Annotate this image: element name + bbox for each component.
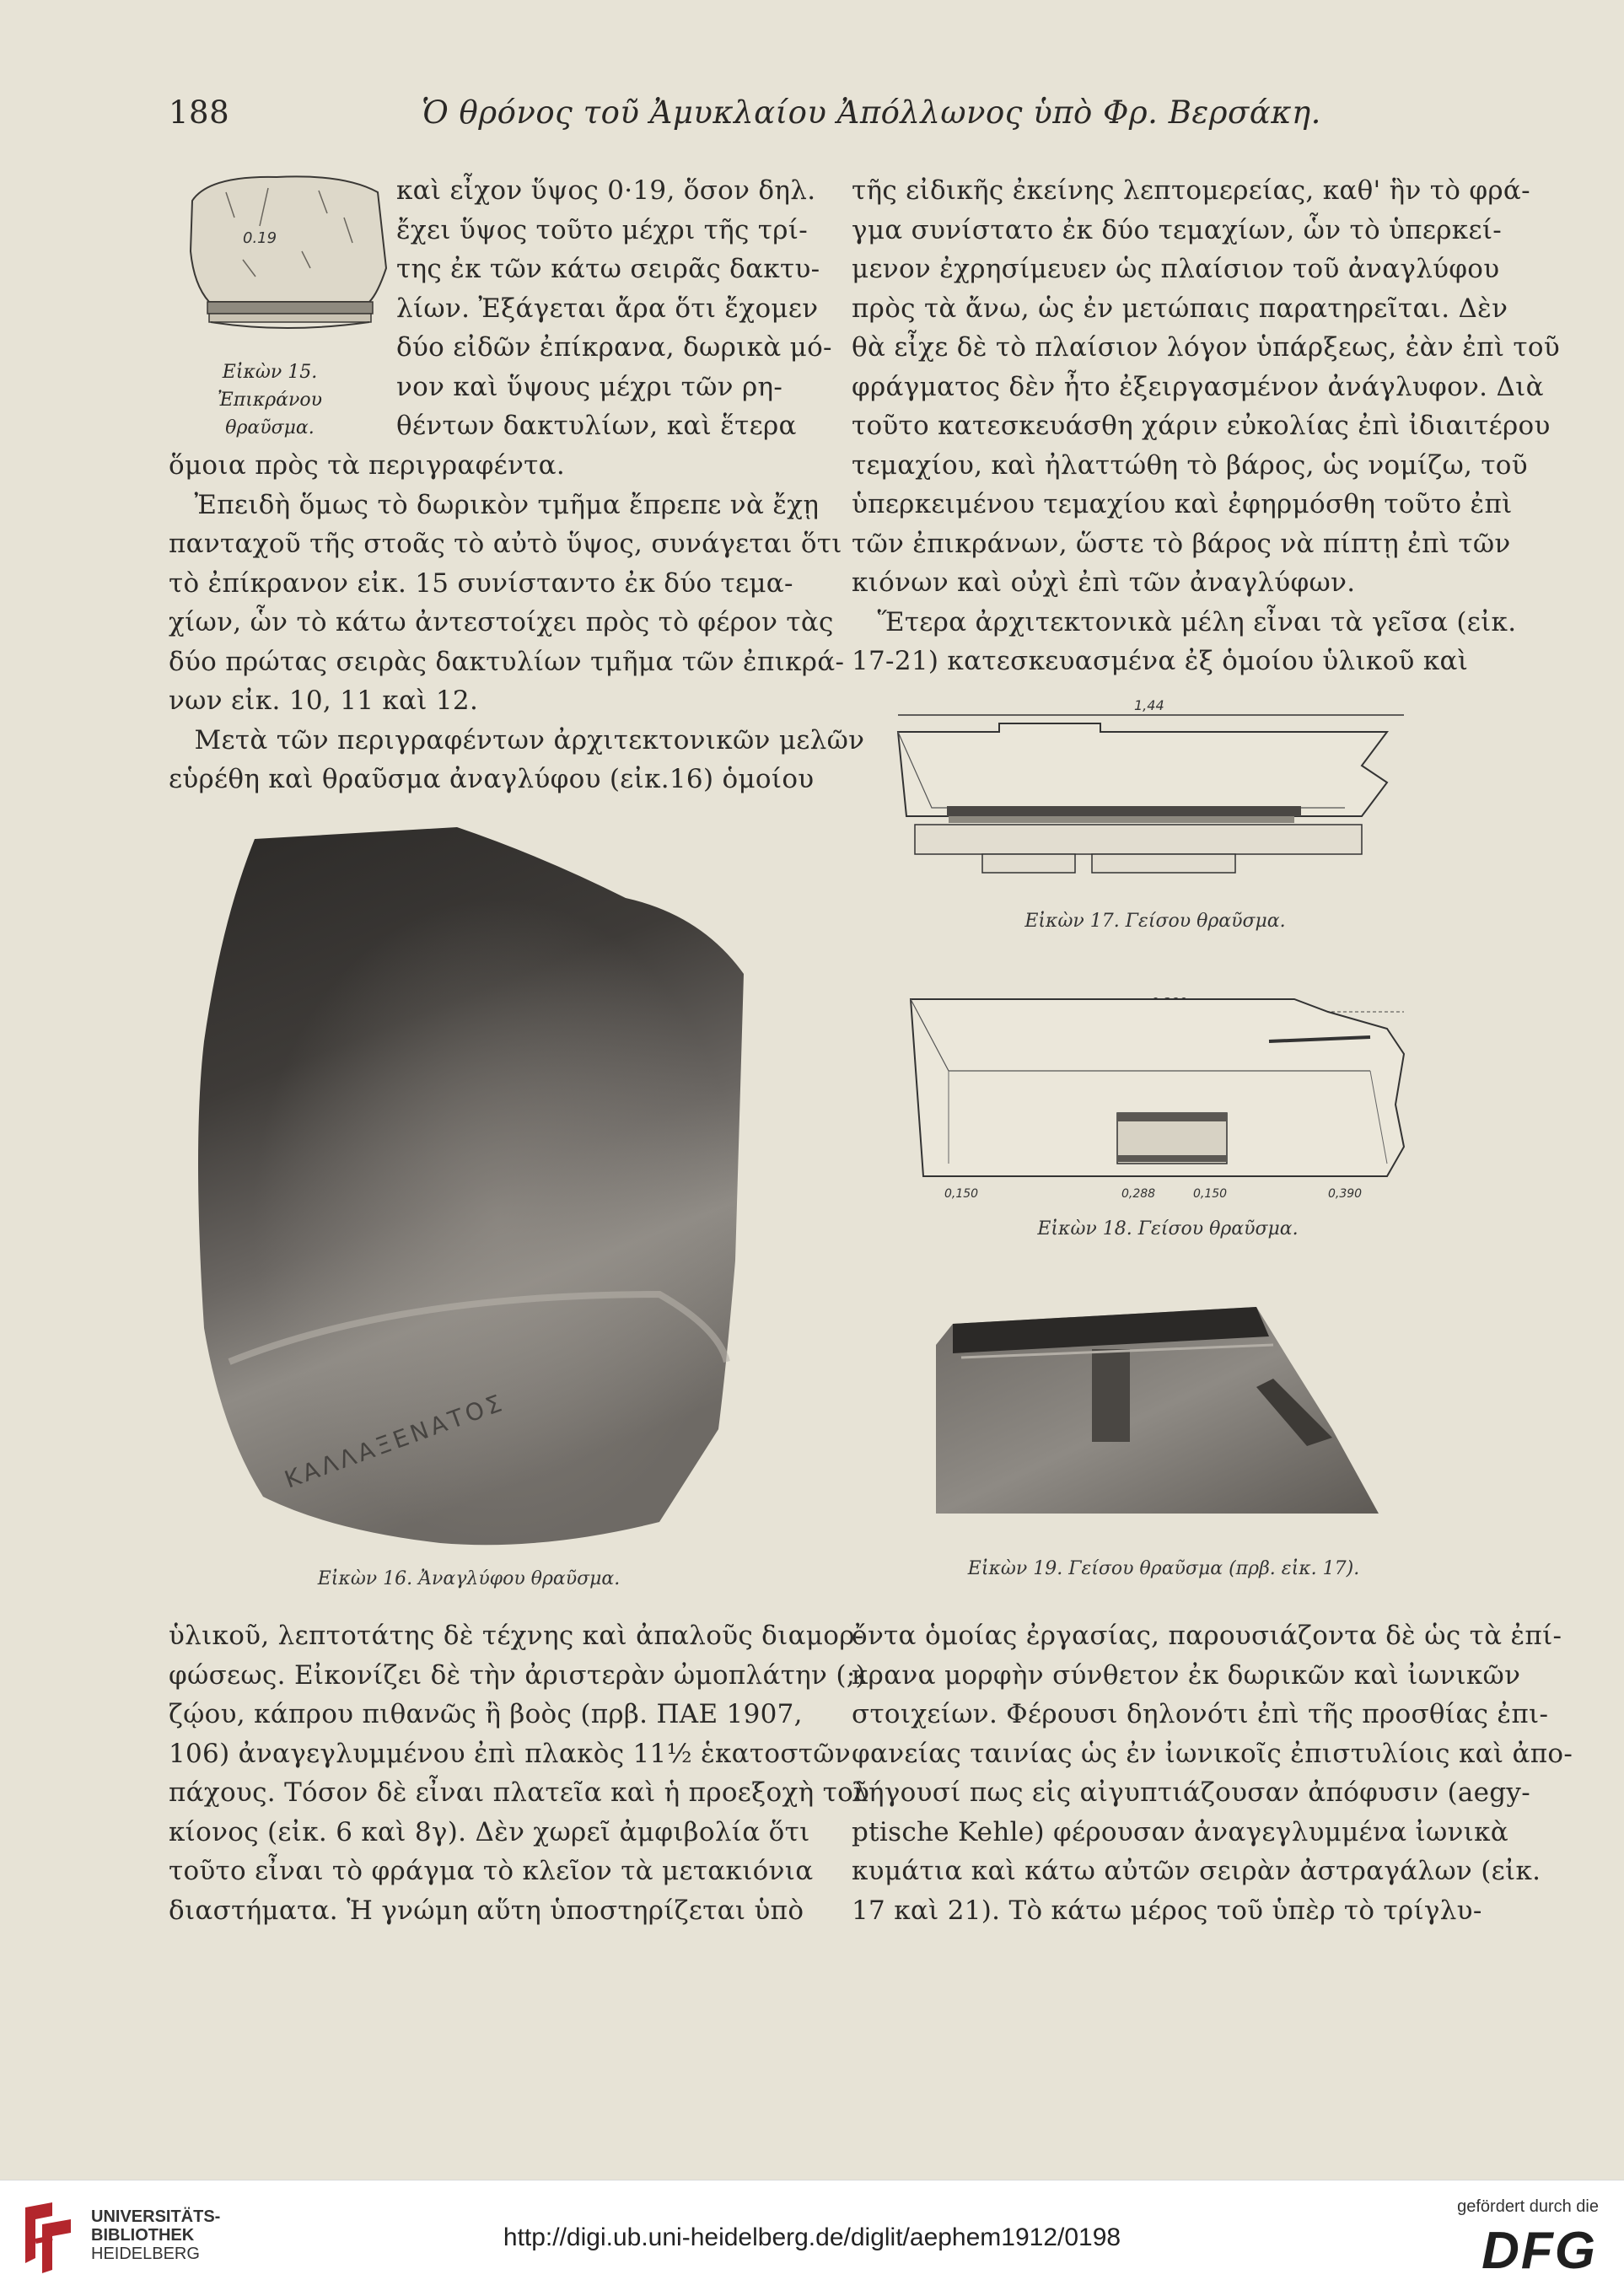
- text-line: καὶ εἶχον ὕψος 0·19, ὅσον δηλ.: [396, 175, 816, 206]
- figure-18-dim-c: 0,150: [1193, 1187, 1228, 1201]
- text-line: τοῦτο εἶναι τὸ φράγμα τὸ κλεῖον τὰ μετακιόνια: [169, 1856, 814, 1886]
- text-line: φώσεως. Εἰκονίζει δὲ τὴν ἀριστερὰν ὠμοπλάτην (;): [169, 1659, 866, 1691]
- col-right-top: [852, 171, 1560, 681]
- text-line: πρὸς τὰ ἄνω, ὡς ἐν μετώπαις παρατηρεῖται. Δὲν: [852, 293, 1508, 324]
- text-line: Ἐπειδὴ ὅμως τὸ δωρικὸν τμῆμα ἔπρεπε νὰ ἔχῃ: [169, 489, 820, 520]
- text-line: πάχους. Τόσον δὲ εἶναι πλατεῖα καὶ ἡ προεξοχὴ τοῦ: [169, 1777, 870, 1808]
- text-line: Ἕτερα ἀρχιτεκτονικὰ μέλη εἶναι τὰ γεῖσα (εἰκ.: [852, 606, 1517, 637]
- text-line: φράγματος δὲν ἦτο ἐξειργασμένον ἀνάγλυφον. Διὰ: [852, 371, 1544, 402]
- running-title: Ὁ θρόνος τοῦ Ἀμυκλαίου Ἀπόλλωνος ὑπὸ Φρ. Βερσάκη.: [422, 94, 1321, 131]
- text-line: ὅμοια πρὸς τὰ περιγραφέντα.: [169, 450, 565, 481]
- col-left-bottom: [169, 1616, 869, 1930]
- text-line: Μετὰ τῶν περιγραφέντων ἀρχιτεκτονικῶν μελῶν: [169, 724, 865, 755]
- text-line: της ἐκ τῶν κάτω σειρᾶς δακτυ-: [396, 254, 820, 284]
- figure-17-drawing: [890, 698, 1421, 892]
- text-line: ptische Kehle) φέρουσαν ἀναγεγλυμμένα ἰωνικὰ: [852, 1816, 1509, 1847]
- text-line: τὸ ἐπίκρανον εἰκ. 15 συνίσταντο ἐκ δύο τεμα-: [169, 567, 793, 599]
- text-line: τεμαχίου, καὶ ἠλαττώθη τὸ βάρος, ὡς νομίζω, τοῦ: [852, 449, 1528, 481]
- figure-18-drawing: [898, 987, 1438, 1206]
- col-left-top: [396, 171, 832, 446]
- text-line: νων εἰκ. 10, 11 καὶ 12.: [169, 686, 479, 716]
- text-line: διαστήματα. Ἡ γνώμη αὕτη ὑποστηρίζεται ὑπὸ: [169, 1895, 804, 1926]
- text-line: ὑλικοῦ, λεπτοτάτης δὲ τέχνης καὶ ἀπαλοῦς διαμορ-: [169, 1621, 864, 1651]
- figure-15-caption: [177, 358, 363, 442]
- text-line: τῆς εἰδικῆς ἐκείνης λεπτομερείας, καθ' ἣν τὸ φρά-: [852, 175, 1530, 206]
- figure-18-caption: Εἰκὼν 18. Γείσου θραῦσμα.: [1037, 1218, 1299, 1239]
- library-name-line3: HEIDELBERG: [91, 2245, 200, 2263]
- text-line: μενον ἐχρησίμευεν ὡς πλαίσιον τοῦ ἀναγλύφου: [852, 254, 1500, 284]
- text-line: λίων. Ἐξάγεται ἄρα ὅτι ἔχομεν: [396, 293, 819, 324]
- library-name-line2: BIBLIOTHEK: [91, 2226, 195, 2245]
- figure-15-caption-line1: Εἰκὼν 15.: [222, 362, 318, 383]
- funding-text: gefördert durch die: [1457, 2197, 1599, 2216]
- figure-19-caption: Εἰκὼν 19. Γείσου θραῦσμα (πρβ. εἰκ. 17).: [967, 1558, 1360, 1579]
- text-line: εὑρέθη καὶ θραῦσμα ἀναγλύφου (εἰκ.16) ὁμοίου: [169, 764, 815, 794]
- text-line: ζῴου, κάπρου πιθανῶς ἢ βοὸς (πρβ. ΠΑΕ 1907,: [169, 1699, 803, 1729]
- figure-15-caption-line2: Ἐπικράνου θραῦσμα.: [217, 390, 323, 438]
- text-line: τῶν ἐπικράνων, ὥστε τὸ βάρος νὰ πίπτῃ ἐπὶ τῶν: [852, 528, 1511, 559]
- figure-18-dim-b: 0,288: [1121, 1187, 1156, 1201]
- text-line: ἔχει ὕψος τοῦτο μέχρι τῆς τρί-: [396, 214, 809, 245]
- col-left-mid: [169, 446, 864, 799]
- text-line: ὑπερκειμένου τεμαχίου καὶ ἐφηρμόσθη τοῦτο ἐπὶ: [852, 489, 1513, 519]
- figure-19-photo: [936, 1303, 1383, 1518]
- text-line: θὰ εἶχε δὲ τὸ πλαίσιον λόγον ὑπάρξεως, ἐὰν ἐπὶ τοῦ: [852, 332, 1560, 363]
- text-line: λήγουσί πως εἰς αἰγυπτιάζουσαν ἀπόφυσιν (aegy-: [852, 1777, 1530, 1808]
- text-line: κιόνων καὶ οὐχὶ ἐπὶ τῶν ἀναγλύφων.: [852, 567, 1356, 598]
- text-line: 106) ἀναγεγλυμμένου ἐπὶ πλακὸς 11½ ἑκατοστῶν: [169, 1738, 851, 1769]
- figure-15-height-label: 0.19: [243, 229, 277, 247]
- figure-18-dim-d: 0,390: [1328, 1187, 1363, 1201]
- text-line: γμα συνίστατο ἐκ δύο τεμαχίων, ὧν τὸ ὑπερκεί-: [852, 214, 1503, 245]
- document-url-link[interactable]: http://digi.ub.uni-heidelberg.de/diglit/aephem1912/0198: [503, 2223, 1121, 2251]
- figure-17-dim-label: 1,44: [1134, 698, 1164, 713]
- text-line: τοῦτο κατεσκευάσθη χάριν εὐκολίας ἐπὶ ἰδιαιτέρου: [852, 411, 1551, 441]
- text-line: θέντων δακτυλίων, καὶ ἕτερα: [396, 411, 797, 441]
- figure-16-caption: Εἰκὼν 16. Ἀναγλύφου θραῦσμα.: [317, 1568, 621, 1589]
- library-name-line1: UNIVERSITÄTS-: [91, 2207, 221, 2226]
- figure-18-dim-a: 0,150: [944, 1187, 979, 1201]
- figure-15-drawing: [175, 167, 395, 344]
- figure-17-caption: Εἰκὼν 17. Γείσου θραῦσμα.: [1024, 911, 1286, 932]
- text-line: φανείας ταινίας ὡς ἐν ἰωνικοῖς ἐπιστυλίοις καὶ ἀπο-: [852, 1738, 1573, 1769]
- dfg-logo: DFG: [1481, 2222, 1597, 2280]
- text-line: πανταχοῦ τῆς στοᾶς τὸ αὐτὸ ὕψος, συνάγεται ὅτι: [169, 529, 842, 559]
- col-right-bottom: [852, 1616, 1573, 1930]
- text-line: νον καὶ ὕψους μέχρι τῶν ρη-: [396, 371, 783, 402]
- page-number: 188: [169, 94, 230, 131]
- text-line: 17 καὶ 21). Τὸ κάτω μέρος τοῦ ὑπὲρ τὸ τρίγλυ-: [852, 1895, 1482, 1926]
- figure-16-inscription: ΚΑΛΛΑΞΕΝΑΤΟΣ: [281, 1388, 509, 1494]
- text-line: χίων, ὧν τὸ κάτω ἀντεστοίχει πρὸς τὸ φέρον τὰς: [169, 607, 834, 637]
- text-line: στοιχείων. Φέρουσι δηλονότι ἐπὶ τῆς προσθίας ἐπι-: [852, 1699, 1549, 1729]
- text-line: κυμάτια καὶ κάτω αὐτῶν σειρὰν ἀστραγάλων (εἰκ.: [852, 1856, 1541, 1886]
- figure-16-photo: [187, 822, 750, 1556]
- text-line: δύο πρώτας σειρὰς δακτυλίων τμῆμα τῶν ἐπικρά-: [169, 646, 845, 677]
- text-line: κρανα μορφὴν σύνθετον ἐκ δωρικῶν καὶ ἰωνικῶν: [852, 1659, 1521, 1691]
- text-line: κίονος (εἰκ. 6 καὶ 8γ). Δὲν χωρεῖ ἀμφιβολία ὅτι: [169, 1816, 810, 1847]
- text-line: ὄντα ὁμοίας ἐργασίας, παρουσιάζοντα δὲ ὡς τὰ ἐπί-: [852, 1621, 1562, 1651]
- text-line: 17-21) κατεσκευασμένα ἐξ ὁμοίου ὑλικοῦ καὶ: [852, 646, 1469, 676]
- text-line: δύο εἰδῶν ἐπίκρανα, δωρικὰ μό-: [396, 332, 832, 363]
